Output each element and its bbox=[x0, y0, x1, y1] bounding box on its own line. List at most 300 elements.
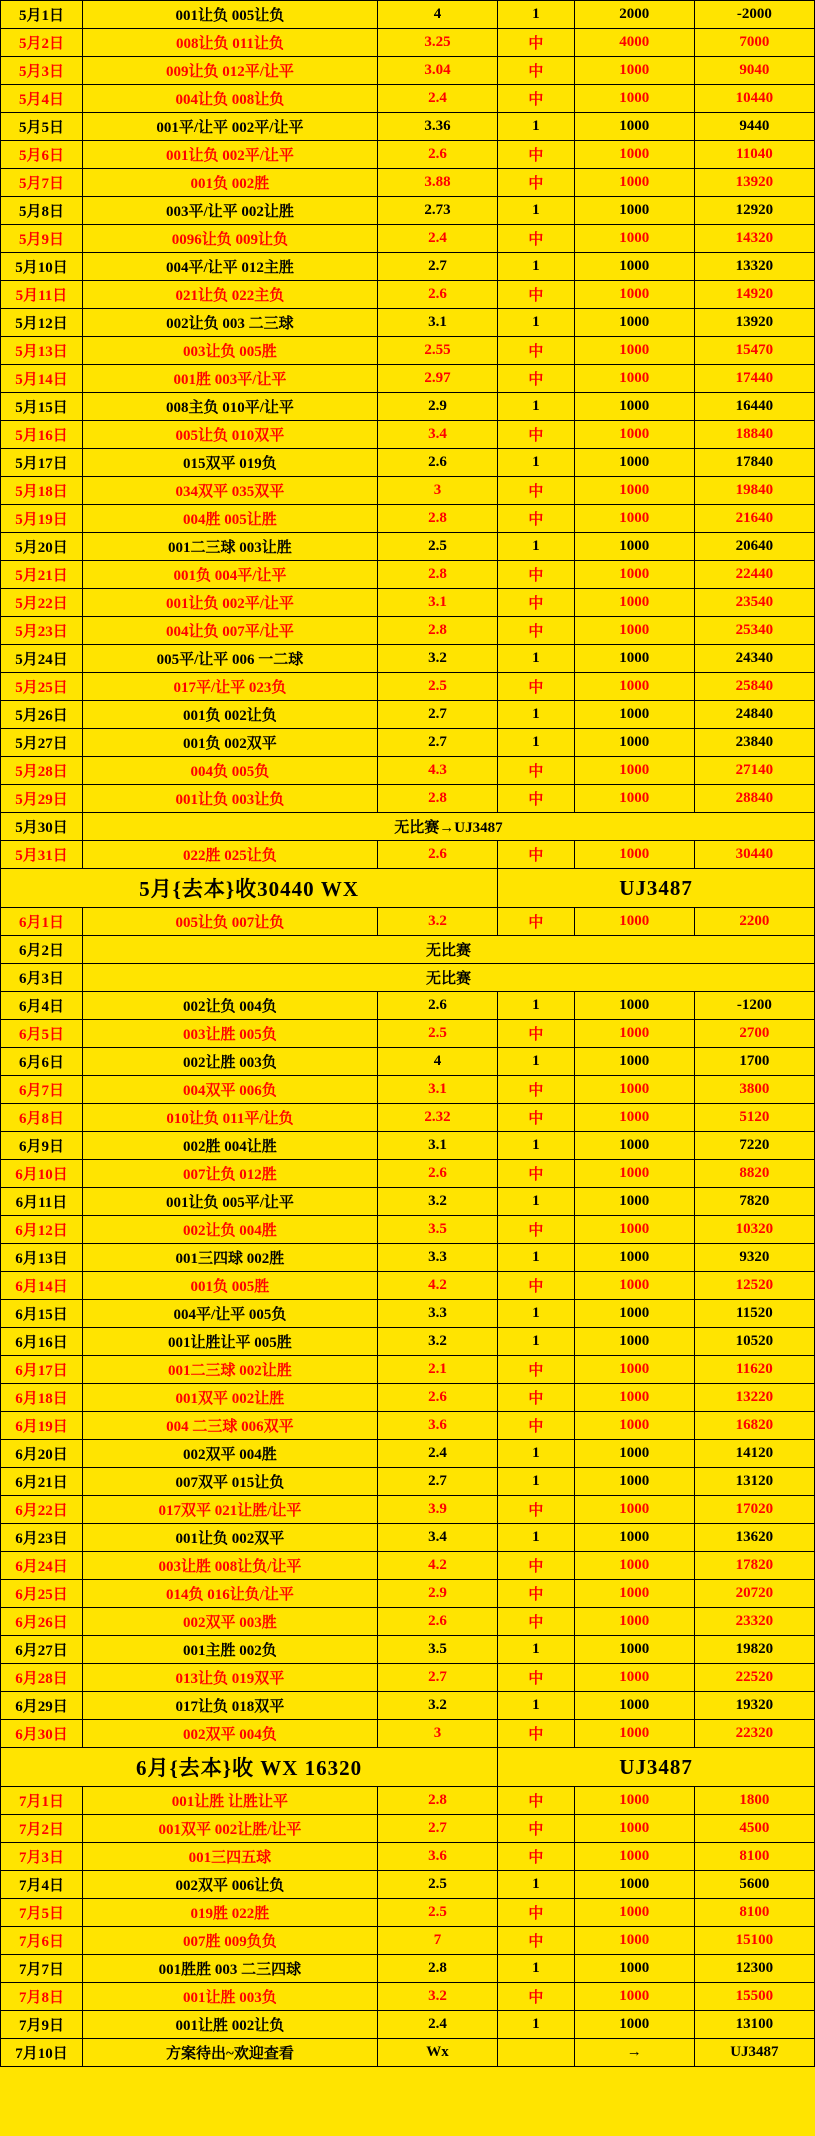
cell-match: 005让负 007让负 bbox=[82, 908, 377, 936]
cell-result: 1 bbox=[498, 1132, 574, 1160]
cell-total: 13620 bbox=[694, 1524, 814, 1552]
cell-odds: 2.6 bbox=[377, 992, 497, 1020]
cell-match: 001让负 002双平 bbox=[82, 1524, 377, 1552]
cell-odds: 4 bbox=[377, 1, 497, 29]
cell-date: 6月17日 bbox=[1, 1356, 83, 1384]
cell-result: 1 bbox=[498, 1, 574, 29]
cell-odds: 3.1 bbox=[377, 1076, 497, 1104]
cell-date: 6月24日 bbox=[1, 1552, 83, 1580]
cell-match: 034双平 035双平 bbox=[82, 477, 377, 505]
cell-result: 中 bbox=[498, 617, 574, 645]
table-row bbox=[1, 1843, 815, 1871]
cell-match: 001负 002让负 bbox=[82, 701, 377, 729]
table-row bbox=[1, 1188, 815, 1216]
cell-result: 中 bbox=[498, 1076, 574, 1104]
cell-date: 6月11日 bbox=[1, 1188, 83, 1216]
cell-stake: 1000 bbox=[574, 1692, 694, 1720]
cell-result: 中 bbox=[498, 85, 574, 113]
cell-odds: 2.6 bbox=[377, 1384, 497, 1412]
table-row bbox=[1, 1524, 815, 1552]
cell-match: 001二三球 002让胜 bbox=[82, 1356, 377, 1384]
table-row bbox=[1, 1871, 815, 1899]
cell-result: 中 bbox=[498, 1927, 574, 1955]
cell-result: 中 bbox=[498, 1899, 574, 1927]
cell-match: 004双平 006负 bbox=[82, 1076, 377, 1104]
cell-stake: 1000 bbox=[574, 1132, 694, 1160]
cell-total: 10320 bbox=[694, 1216, 814, 1244]
cell-match: 001让负 003让负 bbox=[82, 785, 377, 813]
cell-total: 21640 bbox=[694, 505, 814, 533]
cell-match: 002胜 004让胜 bbox=[82, 1132, 377, 1160]
cell-stake: 1000 bbox=[574, 141, 694, 169]
cell-date: 6月13日 bbox=[1, 1244, 83, 1272]
cell-match: 001让负 002平/让平 bbox=[82, 141, 377, 169]
table-row bbox=[1, 57, 815, 85]
cell-odds: 3.5 bbox=[377, 1216, 497, 1244]
cell-date: 7月2日 bbox=[1, 1815, 83, 1843]
cell-stake: 1000 bbox=[574, 1272, 694, 1300]
cell-date: 5月4日 bbox=[1, 85, 83, 113]
cell-stake: 1000 bbox=[574, 113, 694, 141]
cell-date: 5月19日 bbox=[1, 505, 83, 533]
table-row bbox=[1, 729, 815, 757]
cell-date: 7月9日 bbox=[1, 2011, 83, 2039]
cell-total: 10440 bbox=[694, 85, 814, 113]
cell-date: 5月20日 bbox=[1, 533, 83, 561]
table-row bbox=[1, 1300, 815, 1328]
cell-date: 5月7日 bbox=[1, 169, 83, 197]
cell-match: 017平/让平 023负 bbox=[82, 673, 377, 701]
cell-date: 6月1日 bbox=[1, 908, 83, 936]
cell-total: 24340 bbox=[694, 645, 814, 673]
cell-result: 中 bbox=[498, 908, 574, 936]
table-row bbox=[1, 1216, 815, 1244]
table-row bbox=[1, 1580, 815, 1608]
cell-stake: 1000 bbox=[574, 197, 694, 225]
table-row bbox=[1, 1328, 815, 1356]
cell-result: 1 bbox=[498, 1328, 574, 1356]
cell-match: 015双平 019负 bbox=[82, 449, 377, 477]
cell-stake: 1000 bbox=[574, 908, 694, 936]
cell-total: 19320 bbox=[694, 1692, 814, 1720]
cell-stake: 1000 bbox=[574, 505, 694, 533]
cell-result: 中 bbox=[498, 1412, 574, 1440]
cell-date: 5月14日 bbox=[1, 365, 83, 393]
cell-odds: 2.8 bbox=[377, 785, 497, 813]
table-row bbox=[1, 1608, 815, 1636]
table-row bbox=[1, 225, 815, 253]
cell-odds: Wx bbox=[377, 2039, 497, 2067]
cell-stake: 1000 bbox=[574, 1300, 694, 1328]
cell-date: 5月3日 bbox=[1, 57, 83, 85]
cell-odds: 2.8 bbox=[377, 505, 497, 533]
cell-result: 1 bbox=[498, 1244, 574, 1272]
cell-total: 10520 bbox=[694, 1328, 814, 1356]
cell-total: 16440 bbox=[694, 393, 814, 421]
cell-result: 1 bbox=[498, 1636, 574, 1664]
cell-result: 1 bbox=[498, 1188, 574, 1216]
cell-result: 1 bbox=[498, 533, 574, 561]
cell-odds: 2.97 bbox=[377, 365, 497, 393]
table-row bbox=[1, 1440, 815, 1468]
cell-date: 5月30日 bbox=[1, 813, 83, 841]
cell-result: 中 bbox=[498, 1580, 574, 1608]
cell-total: 23840 bbox=[694, 729, 814, 757]
table-row bbox=[1, 1468, 815, 1496]
cell-odds: 3.6 bbox=[377, 1412, 497, 1440]
cell-match: 001胜 003平/让平 bbox=[82, 365, 377, 393]
cell-date: 5月8日 bbox=[1, 197, 83, 225]
cell-total: 2200 bbox=[694, 908, 814, 936]
table-row bbox=[1, 1815, 815, 1843]
cell-odds: 3.3 bbox=[377, 1300, 497, 1328]
cell-odds: 3.5 bbox=[377, 1636, 497, 1664]
cell-total: 17820 bbox=[694, 1552, 814, 1580]
table-row bbox=[1, 141, 815, 169]
cell-date: 5月27日 bbox=[1, 729, 83, 757]
cell-result: 中 bbox=[498, 281, 574, 309]
table-row bbox=[1, 421, 815, 449]
cell-match: 001主胜 002负 bbox=[82, 1636, 377, 1664]
table-row bbox=[1, 673, 815, 701]
cell-date: 6月3日 bbox=[1, 964, 83, 992]
cell-odds: 2.4 bbox=[377, 85, 497, 113]
cell-match: 001让胜 让胜让平 bbox=[82, 1787, 377, 1815]
cell-stake: 1000 bbox=[574, 1048, 694, 1076]
cell-odds: 2.6 bbox=[377, 449, 497, 477]
cell-match: 005让负 010双平 bbox=[82, 421, 377, 449]
month-summary-row bbox=[1, 1748, 815, 1787]
cell-date: 5月1日 bbox=[1, 1, 83, 29]
cell-result: 中 bbox=[498, 1983, 574, 2011]
cell-stake: 1000 bbox=[574, 645, 694, 673]
cell-total: 11520 bbox=[694, 1300, 814, 1328]
cell-result: 中 bbox=[498, 1720, 574, 1748]
cell-result: 中 bbox=[498, 1552, 574, 1580]
cell-total: 13320 bbox=[694, 253, 814, 281]
month-summary-row bbox=[1, 869, 815, 908]
cell-odds: 2.9 bbox=[377, 1580, 497, 1608]
cell-odds: 2.7 bbox=[377, 1664, 497, 1692]
cell-date: 5月10日 bbox=[1, 253, 83, 281]
table-row bbox=[1, 1384, 815, 1412]
cell-result: 中 bbox=[498, 1160, 574, 1188]
cell-date: 6月4日 bbox=[1, 992, 83, 1020]
cell-total: 13120 bbox=[694, 1468, 814, 1496]
cell-odds: 3.2 bbox=[377, 1188, 497, 1216]
cell-total: 30440 bbox=[694, 841, 814, 869]
cell-total: 1800 bbox=[694, 1787, 814, 1815]
cell-date: 7月3日 bbox=[1, 1843, 83, 1871]
cell-odds: 3.36 bbox=[377, 113, 497, 141]
cell-total: 13100 bbox=[694, 2011, 814, 2039]
cell-date: 6月16日 bbox=[1, 1328, 83, 1356]
cell-date: 7月7日 bbox=[1, 1955, 83, 1983]
cell-match: 0096让负 009让负 bbox=[82, 225, 377, 253]
cell-date: 7月6日 bbox=[1, 1927, 83, 1955]
cell-odds: 2.8 bbox=[377, 1787, 497, 1815]
cell-odds: 3.4 bbox=[377, 1524, 497, 1552]
table-row bbox=[1, 1272, 815, 1300]
cell-date: 5月24日 bbox=[1, 645, 83, 673]
cell-odds: 4.2 bbox=[377, 1272, 497, 1300]
cell-match: 001让胜 003负 bbox=[82, 1983, 377, 2011]
cell-odds: 2.5 bbox=[377, 533, 497, 561]
cell-match: 017双平 021让胜/让平 bbox=[82, 1496, 377, 1524]
cell-result: 1 bbox=[498, 1048, 574, 1076]
cell-date: 6月25日 bbox=[1, 1580, 83, 1608]
cell-date: 7月4日 bbox=[1, 1871, 83, 1899]
cell-match: 001双平 002让胜/让平 bbox=[82, 1815, 377, 1843]
cell-odds: 4.3 bbox=[377, 757, 497, 785]
cell-match: 017让负 018双平 bbox=[82, 1692, 377, 1720]
cell-total: 12300 bbox=[694, 1955, 814, 1983]
cell-no-game-text: 无比赛 bbox=[82, 964, 814, 992]
cell-stake: 1000 bbox=[574, 1160, 694, 1188]
cell-result: 中 bbox=[498, 365, 574, 393]
cell-result: 1 bbox=[498, 645, 574, 673]
cell-total: -1200 bbox=[694, 992, 814, 1020]
cell-result: 中 bbox=[498, 225, 574, 253]
table-row bbox=[1, 561, 815, 589]
cell-match: 001三四球 002胜 bbox=[82, 1244, 377, 1272]
cell-stake: 1000 bbox=[574, 1244, 694, 1272]
cell-stake: 1000 bbox=[574, 337, 694, 365]
cell-total: 22320 bbox=[694, 1720, 814, 1748]
table-row bbox=[1, 337, 815, 365]
table-row bbox=[1, 197, 815, 225]
cell-stake: 1000 bbox=[574, 589, 694, 617]
cell-odds: 2.7 bbox=[377, 253, 497, 281]
cell-odds: 2.8 bbox=[377, 561, 497, 589]
cell-date: 6月18日 bbox=[1, 1384, 83, 1412]
cell-stake: 1000 bbox=[574, 1843, 694, 1871]
cell-date: 6月9日 bbox=[1, 1132, 83, 1160]
cell-odds: 2.7 bbox=[377, 729, 497, 757]
summary-contact: UJ3487 bbox=[498, 869, 815, 908]
cell-odds: 2.7 bbox=[377, 701, 497, 729]
cell-match: 003让胜 008让负/让平 bbox=[82, 1552, 377, 1580]
cell-result: 1 bbox=[498, 449, 574, 477]
cell-result: 中 bbox=[498, 1843, 574, 1871]
table-row bbox=[1, 1020, 815, 1048]
table-row bbox=[1, 1412, 815, 1440]
cell-odds: 2.5 bbox=[377, 1899, 497, 1927]
cell-stake: 1000 bbox=[574, 2011, 694, 2039]
cell-odds: 2.7 bbox=[377, 1815, 497, 1843]
cell-total: 9440 bbox=[694, 113, 814, 141]
cell-stake: 1000 bbox=[574, 1328, 694, 1356]
table-row bbox=[1, 477, 815, 505]
summary-left: 6月{去本}收 WX 16320 bbox=[1, 1748, 498, 1787]
cell-match: 001让负 005让负 bbox=[82, 1, 377, 29]
cell-match: 009让负 012平/让平 bbox=[82, 57, 377, 85]
cell-result: 中 bbox=[498, 505, 574, 533]
no-game-row bbox=[1, 813, 815, 841]
cell-total: 15470 bbox=[694, 337, 814, 365]
cell-total: 15500 bbox=[694, 1983, 814, 2011]
cell-total: 16820 bbox=[694, 1412, 814, 1440]
cell-odds: 2.6 bbox=[377, 141, 497, 169]
cell-odds: 2.9 bbox=[377, 393, 497, 421]
cell-date: 5月26日 bbox=[1, 701, 83, 729]
cell-result: 中 bbox=[498, 477, 574, 505]
table-row bbox=[1, 1356, 815, 1384]
cell-stake: 1000 bbox=[574, 1871, 694, 1899]
cell-stake: 1000 bbox=[574, 85, 694, 113]
cell-odds: 2.4 bbox=[377, 1440, 497, 1468]
table-row bbox=[1, 2011, 815, 2039]
cell-result: 中 bbox=[498, 841, 574, 869]
cell-date: 5月17日 bbox=[1, 449, 83, 477]
cell-stake: 1000 bbox=[574, 477, 694, 505]
cell-total: 17440 bbox=[694, 365, 814, 393]
cell-result: 1 bbox=[498, 1468, 574, 1496]
cell-stake: 1000 bbox=[574, 785, 694, 813]
cell-date: 5月9日 bbox=[1, 225, 83, 253]
cell-total: 8820 bbox=[694, 1160, 814, 1188]
cell-date: 6月22日 bbox=[1, 1496, 83, 1524]
cell-stake: 1000 bbox=[574, 1384, 694, 1412]
cell-total: 2700 bbox=[694, 1020, 814, 1048]
cell-stake: 1000 bbox=[574, 393, 694, 421]
cell-date: 5月5日 bbox=[1, 113, 83, 141]
table-row bbox=[1, 1983, 815, 2011]
cell-total: 25340 bbox=[694, 617, 814, 645]
cell-date: 6月6日 bbox=[1, 1048, 83, 1076]
no-game-row bbox=[1, 936, 815, 964]
table-row bbox=[1, 393, 815, 421]
cell-match: 010让负 011平/让负 bbox=[82, 1104, 377, 1132]
table-row bbox=[1, 757, 815, 785]
cell-match: 004负 005负 bbox=[82, 757, 377, 785]
cell-stake: 1000 bbox=[574, 253, 694, 281]
cell-stake: 1000 bbox=[574, 1580, 694, 1608]
cell-total: 14120 bbox=[694, 1440, 814, 1468]
cell-result: 1 bbox=[498, 393, 574, 421]
cell-stake: 1000 bbox=[574, 421, 694, 449]
cell-odds: 2.8 bbox=[377, 617, 497, 645]
cell-match: 022胜 025让负 bbox=[82, 841, 377, 869]
cell-odds: 2.4 bbox=[377, 2011, 497, 2039]
cell-odds: 2.6 bbox=[377, 281, 497, 309]
cell-result: 中 bbox=[498, 169, 574, 197]
cell-result: 中 bbox=[498, 1496, 574, 1524]
cell-result: 1 bbox=[498, 992, 574, 1020]
cell-match: 001让胜 002让负 bbox=[82, 2011, 377, 2039]
table-row bbox=[1, 309, 815, 337]
cell-stake: 1000 bbox=[574, 1356, 694, 1384]
cell-total: 9320 bbox=[694, 1244, 814, 1272]
cell-odds: 3.2 bbox=[377, 1692, 497, 1720]
cell-stake: 1000 bbox=[574, 1468, 694, 1496]
cell-stake: 1000 bbox=[574, 281, 694, 309]
cell-stake: 1000 bbox=[574, 57, 694, 85]
cell-result: 中 bbox=[498, 1384, 574, 1412]
cell-result: 中 bbox=[498, 757, 574, 785]
cell-odds: 2.8 bbox=[377, 1955, 497, 1983]
cell-stake: 1000 bbox=[574, 673, 694, 701]
cell-match: 001负 004平/让平 bbox=[82, 561, 377, 589]
cell-match: 008主负 010平/让平 bbox=[82, 393, 377, 421]
cell-odds: 2.6 bbox=[377, 841, 497, 869]
table-row bbox=[1, 1, 815, 29]
cell-total: 5120 bbox=[694, 1104, 814, 1132]
cell-stake: 1000 bbox=[574, 1496, 694, 1524]
cell-total: 7220 bbox=[694, 1132, 814, 1160]
cell-stake: 1000 bbox=[574, 701, 694, 729]
table-row bbox=[1, 1664, 815, 1692]
cell-match: 001负 002双平 bbox=[82, 729, 377, 757]
cell-result: 1 bbox=[498, 1871, 574, 1899]
table-row bbox=[1, 85, 815, 113]
cell-result: 中 bbox=[498, 1272, 574, 1300]
cell-odds: 3.2 bbox=[377, 1328, 497, 1356]
cell-stake: 1000 bbox=[574, 1664, 694, 1692]
cell-result: 中 bbox=[498, 589, 574, 617]
cell-total: 5600 bbox=[694, 1871, 814, 1899]
cell-match: 004让负 007平/让平 bbox=[82, 617, 377, 645]
cell-date: 6月29日 bbox=[1, 1692, 83, 1720]
cell-result: 中 bbox=[498, 1104, 574, 1132]
cell-odds: 3.1 bbox=[377, 589, 497, 617]
cell-odds: 2.73 bbox=[377, 197, 497, 225]
cell-match: 001二三球 003让胜 bbox=[82, 533, 377, 561]
cell-stake: 1000 bbox=[574, 365, 694, 393]
table-row bbox=[1, 1104, 815, 1132]
cell-stake: 1000 bbox=[574, 533, 694, 561]
table-row bbox=[1, 1787, 815, 1815]
cell-total: -2000 bbox=[694, 1, 814, 29]
cell-total: 8100 bbox=[694, 1899, 814, 1927]
cell-odds: 3.6 bbox=[377, 1843, 497, 1871]
cell-match: 007双平 015让负 bbox=[82, 1468, 377, 1496]
cell-date: 5月15日 bbox=[1, 393, 83, 421]
cell-odds: 3.88 bbox=[377, 169, 497, 197]
cell-total: 14920 bbox=[694, 281, 814, 309]
cell-match: 001三四五球 bbox=[82, 1843, 377, 1871]
cell-result: 中 bbox=[498, 1815, 574, 1843]
cell-match: 007让负 012胜 bbox=[82, 1160, 377, 1188]
table-row bbox=[1, 253, 815, 281]
cell-odds: 2.5 bbox=[377, 1871, 497, 1899]
cell-match: 001平/让平 002平/让平 bbox=[82, 113, 377, 141]
table-row bbox=[1, 1927, 815, 1955]
cell-total: 9040 bbox=[694, 57, 814, 85]
cell-date: 6月10日 bbox=[1, 1160, 83, 1188]
cell-odds: 2.6 bbox=[377, 1160, 497, 1188]
cell-result: 1 bbox=[498, 729, 574, 757]
cell-result: 中 bbox=[498, 421, 574, 449]
cell-stake: 1000 bbox=[574, 1608, 694, 1636]
cell-total: 11620 bbox=[694, 1356, 814, 1384]
table-row bbox=[1, 1636, 815, 1664]
cell-stake: 1000 bbox=[574, 1076, 694, 1104]
cell-result bbox=[498, 2039, 574, 2067]
cell-date: 5月11日 bbox=[1, 281, 83, 309]
cell-stake: 1000 bbox=[574, 1216, 694, 1244]
cell-date: 5月22日 bbox=[1, 589, 83, 617]
cell-match: 008让负 011让负 bbox=[82, 29, 377, 57]
cell-total: 13220 bbox=[694, 1384, 814, 1412]
cell-total: 19840 bbox=[694, 477, 814, 505]
cell-result: 1 bbox=[498, 1440, 574, 1468]
cell-odds: 2.32 bbox=[377, 1104, 497, 1132]
cell-total: 7820 bbox=[694, 1188, 814, 1216]
cell-date: 5月16日 bbox=[1, 421, 83, 449]
cell-date: 7月10日 bbox=[1, 2039, 83, 2067]
summary-contact: UJ3487 bbox=[498, 1748, 815, 1787]
